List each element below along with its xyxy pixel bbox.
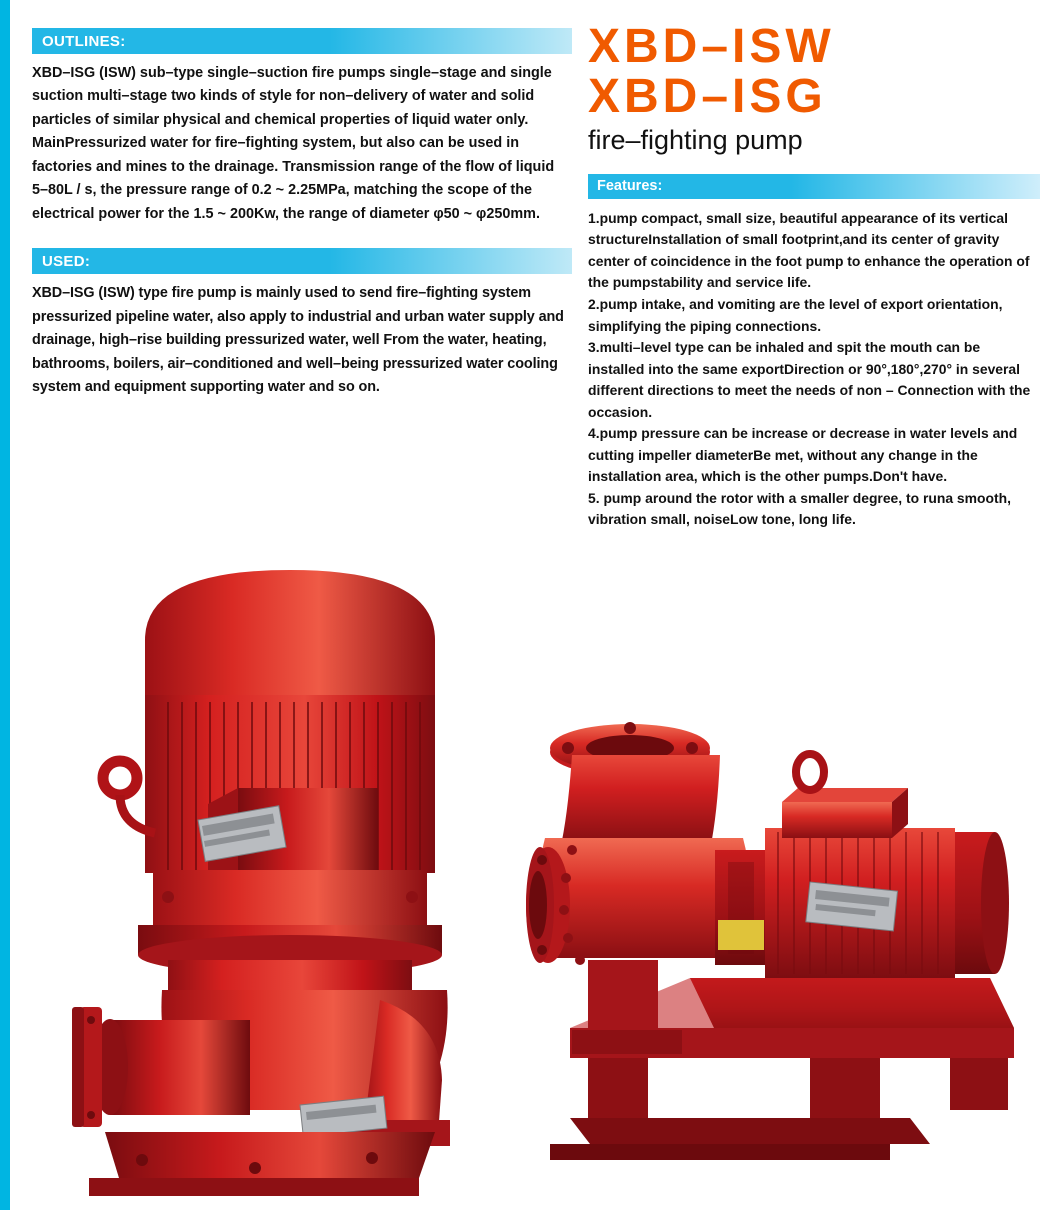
product-title-line-1: XBD–ISW (588, 20, 835, 73)
used-body: XBD–ISG (ISW) type fire pump is mainly used to send fire–fighting system pressurized pipeline water, also apply to industrial and urban water supply and drainage, high–rise building pressurized water, well From the water, heating, bathrooms, boilers, air–conditioned and well–being pressurized water cooling system and equipment supporting water and so on. (32, 285, 564, 396)
left-column (32, 28, 572, 400)
feature-item: 5. pump around the rotor with a smaller degree, to runa smooth, vibration small, noiseLow tone, long life. (588, 489, 1011, 528)
features-list (588, 208, 1040, 531)
outlines-heading: OUTLINES: (42, 32, 126, 50)
feature-item: 3.multi–level type can be inhaled and spit the mouth can be installed into the same exportDirection or 90°,180°,270° in several different directions to meet the needs of non – Connection with the occasion. (588, 339, 1031, 420)
used-heading: USED: (42, 252, 91, 270)
used-heading-bar (32, 248, 572, 274)
horizontal-pump-image (510, 710, 1050, 1190)
right-column (588, 22, 1040, 531)
features-heading-bar (588, 174, 1040, 199)
feature-item: 4.pump pressure can be increase or decrease in water levels and cutting impeller diameterBe met, without any change in the installation area, which is the other pumps.Don't have. (588, 425, 1018, 485)
product-title-line-2: XBD–ISG (588, 70, 827, 124)
feature-item: 1.pump compact, small size, beautiful appearance of its vertical structureInstallation of small footprint,and its center of gravity center of coincidence in the foot pump to enhance the operation of the pumpstability and service life. (588, 209, 1030, 291)
product-images (10, 500, 1051, 1210)
vertical-pump-image (50, 520, 510, 1210)
feature-item: 2.pump intake, and vomiting are the level of export orientation, simplifying the piping connections. (588, 295, 1003, 334)
outlines-body: XBD–ISG (ISW) sub–type single–suction fire pumps single–stage and single suction multi–stage two kinds of style for non–delivery of water and solid particles of similar physical and chemical properties of liquid water only. MainPressurized water for fire–fighting system, but also can be used in factories and mines to the drainage. Transmission range of the flow of liquid 5–80L / s, the pressure range of 0.2 ~ 2.25MPa, matching the scope of the electrical power for the 1.5 ~ 200Kw, the range of diameter φ50 ~ φ250mm. (32, 65, 555, 222)
outlines-heading-bar (32, 28, 572, 54)
product-subtitle: fire–fighting pump (588, 124, 803, 155)
features-heading: Features: (597, 178, 663, 195)
